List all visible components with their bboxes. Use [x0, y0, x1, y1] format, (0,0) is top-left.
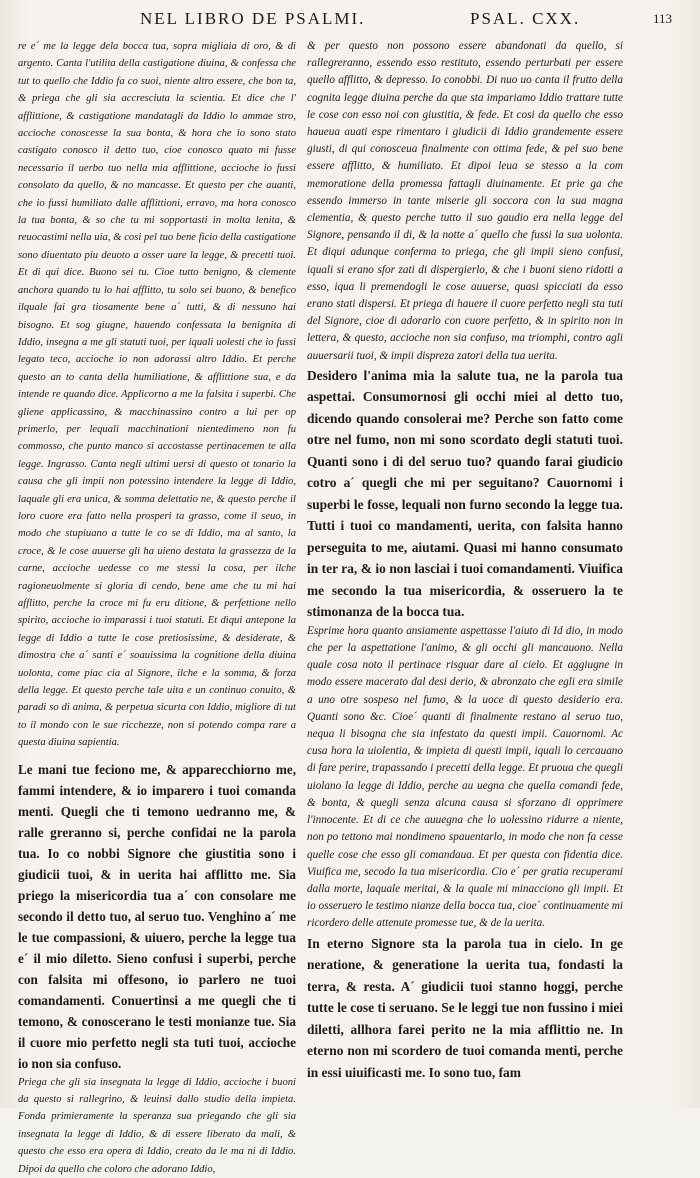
running-head — [140, 4, 672, 34]
left-column — [18, 38, 296, 1175]
commentary-paragraph: Esprime hora quanto ansiamente aspettasse l'aiuto di Id dio, in modo che per la aspettatione l'animo, & gli occhi gli mancauono. Nella quale cosa noto il pertinace risguar dare al cielo. Et aggiugne in modo essere macerato dal desi derio, & abronzato che egli era simile a uno otre sospeso nel fumo, & la uoce di questo desiderio era. Quanti sono &c. Cioe´ quanti di finalmente restano al seruo tuo, nequa li bisogna che sia infestato da questi impii. Cauornomi. Ac cusa hora la uiolentia, & impieta di questi impii, iquali lo cercauano di fare perire, trapassando i precetti della legge. Et pruoua che quegli uiolano la legge di Iddio, perche au uegna che quella comandi fede, & bonta, & quegli senza alcuna causa si sforzano di opprimere l'innocente. Et di ce che auuegna che lo uolessino ridurre a niente, non po tettono mai nondimeno spauentarlo, in modo che non fa cesse quelle cose che esso gli comandaua. Et per questa con fidentia dice. Viuifica me, secodo la tua misericordia. Cio e´ per gratia recuperami dalla morte, laquale meritai, & la quale mi minacciono gli impii. Et io osseruero le testimo nianze della bocca tua, cioe´ continuamente mi ricordero delle attenute promesse tue, & de la uerita. — [307, 624, 623, 930]
running-head-psalm: PSAL. CXX. — [470, 9, 581, 28]
commentary-paragraph: re e´ me la legge dela bocca tua, sopra migliaia di oro, & di argento. Canta l'utilita della castigatione diuina, & confessa che tut to quello che Iddio fa co suoi, niente altro essere, che bon ta, & priega che gli sia accresciuta la scientia. Et dice che l' afflittione, & castigatione mandatagli da Iddio lo ammae stro, accioche conoscesse la sua bonta, & hora che io sono stato castigato conosco il detto tuo, cioe conosco quato mi fusse necessario il uerbo tuo nella mia afflittione, accioche io fussi consolato da quello, & no mancasse. Et questo per che auanti, che io fussi humiliato dalle afflittioni, erravo, ma hora conosco la tua bonta, & so che tu mi sopportasti in molta lenita, & reuocastimi nella uia, & cosi pel tuo bene ficio della castigatione sono diuentato piu deuoto a osser uare la legge, & precetti tuoi. Et di qui dice. Buono sei tu. Cioe tutto benigno, & clemente anchora quando tu lo hai afflitto, tu solo sei buono, & benefico ilquale fai gra tiosamente bene a´ tutti, & di nessuno hai bisogno. Et sog giugne, hauendo confessata la benignita di Iddio, insegna a me gli statuti tuoi, per iquali uolesti che io fussi legato teco, accioche io non adorassi altro Iddio. Et perche questo an to canta della humiliatione, & afflittione sua, e da intende re quando dice. Applicorno a me la falsita i superbi. Che gliene applicassino, & macchinassino contro a lui per op primerlo, per lequali macchinationi nientedimeno non fu commosso, che punto manco si accostasse pertinacemen te alla legge. Ingrasso. Canta negli ultimi uersi di questo ot tonario la causa che gli impii non potessino intendere la legge di Iddio, laquale gli era unica, & somma delettatio ne, & questo perche il loro cuore era fatto nella prosperi ta grasso, come il seuo, in modo che stupiuano a tutte le co se di Iddio, ma al santo, la croce, & le cose auuerse gli ha uieno destata la grassezza de la carne, accioche uedesse co me stessi la cosa, per ilche ragioneuolmente si gloria di cendo, bene ame che tu mi hai afflitto, perche la croce mi fu eru ditione, & perfettione nello spirito, accioche io imparassi i tuoi statuti. Et diqui antepone la legge di Iddio a tutte le cose pretiosissime, & desiderate, & dimostra che a´ santi e´ soauissima la cognitione della diuina uolonta, come piac cia al Signore, ilche e la somma, & forza della legge. Et questo perche tale uita e un continuo conuito, & paradi so di anima, & perpetua sicurta con Iddio, migliore di tut to il mondo con le sue ricchezze, non si potendo compa rare a questa diuina sapientia. — [18, 41, 296, 749]
right-column — [307, 38, 623, 1080]
psalm-verse-paragraph: Desidero l'anima mia la salute tua, ne la parola tua aspettai. Consumornosi gli occhi miei al detto tuo, dicendo quando consolerai me? Perche son fatto come otre nel fumo, non mi sono scordato degli statuti tuoi. Quanti sono i di del seruo tuo? quando farai giudicio cotro a´ quegli che mi per seguitano? Cauornomi i superbi le fosse, lequali non furno secondo la legge tua. Tutti i tuoi co mandamenti, uerita, con falsita hanno perseguita to me, aiutami. Quasi mi hanno consumato in ter ra, & io non lasciai i tuoi comandamenti. Viuifica me secondo la tua misericordia, & osseruero la te stimonanza de la bocca tua. — [307, 367, 623, 620]
psalm-verse-paragraph: In eterno Signore sta la parola tua in cielo. In ge neratione, & generatione la uerita tua, fondasti la terra, & resta. A´ giudicii tuoi stanno hoggi, perche tutte le cose ti seruano. Se le leggi tue non fussino i miei diletti, allhora farei perito ne la mia afflittio ne. In eterno non mi scordero de tuoi comanda menti, perche in essi uiuificasti me. Io sono tuo, fam — [307, 935, 623, 1080]
psalm-verse-paragraph: Le mani tue feciono me, & apparecchiorno me, fammi intendere, & io imparero i tuoi comanda menti. Quegli che ti temono uedranno me, & ralle greranno si, perche confidai ne la parola tua. Io co nobbi Signore che giustitia sono i giudicii tuoi, & in uerita hai afflitto me. Sia priego la misericordia tua a´ con consolare me secondo il detto tuo, al seruo tuo. Venghino a´ me le tue compassioni, & uiuero, perche la legge tua e´ il mio diletto. Sieno confusi i superbi, perche con falsita mi offesono, io parlero ne tuoi comandamenti. Conuertinsi a me quegli che ti temono, & conoscerano le testi monianze tue. Sia il cuore mio perfetto negli sta tuti tuoi, accioche io non sia confuso. — [18, 761, 296, 1071]
running-head-title: NEL LIBRO DE PSALMI. — [140, 9, 366, 28]
commentary-paragraph: Priega che gli sia insegnata la legge di Iddio, accioche i buoni da questo si rallegrino, & leuinsi dallo studio della impieta. Fonda primieramente la speranza sua priegando che gli sia insegnata la legge di Iddio, & di essere liberato da mali, & questo che esso era opera di Iddio, creato da le ma ni di Iddio. Dipoi da quello che coloro che adorano Iddio, — [18, 1076, 296, 1175]
folio-number: 113 — [652, 11, 672, 26]
commentary-paragraph: & per questo non possono essere abandonati da quello, si rallegreranno, essendo esso restituto, essendo perturbati per essere quello afflitto, & depresso. Io conobbi. Di nuo uo canta il frutto della cognita legge diuina perche da que sta impariamo Iddio trattare tutte le cose con esso noi con giustitia, & fede. Et cosi da quello che esso haueua auati espe rimentaro i giudicii di Iddio grandemente essere giusti, di qui conosceua finalmente con ottima fede, & pel suo bene essere afflitto, & humiliato. Et dipoi leua se stesso a la com memoratione della promessa fattagli diuinamente. Et prie ga che essendo immerso in tante miserie gli soccora con la sua magna clementia, & questo perche tutto il suo gaudio era nella legge del Signore, pensando il di, & la notte a´ quello che fussi la sua uolonta. Et diqui adunque conferma to priega, che gli impii sieno confusi, iquali si erano sfor zati di dispergierlo, & che i buoni sieno ridotti a esso, iqua li premendogli le cose auuerse, quasi spicciati da esso erano stati dispersi. Et priega di hauere il cuore perfetto negli sta tuti del Signore, cioe di adorarlo con cuore perfetto, & in spirito non in lettera, & questo, accioche non sia confuso, ma triomphi, contro agli auuersarii tuoi, & impii dispreza zatori della tua uerita. — [307, 40, 623, 362]
